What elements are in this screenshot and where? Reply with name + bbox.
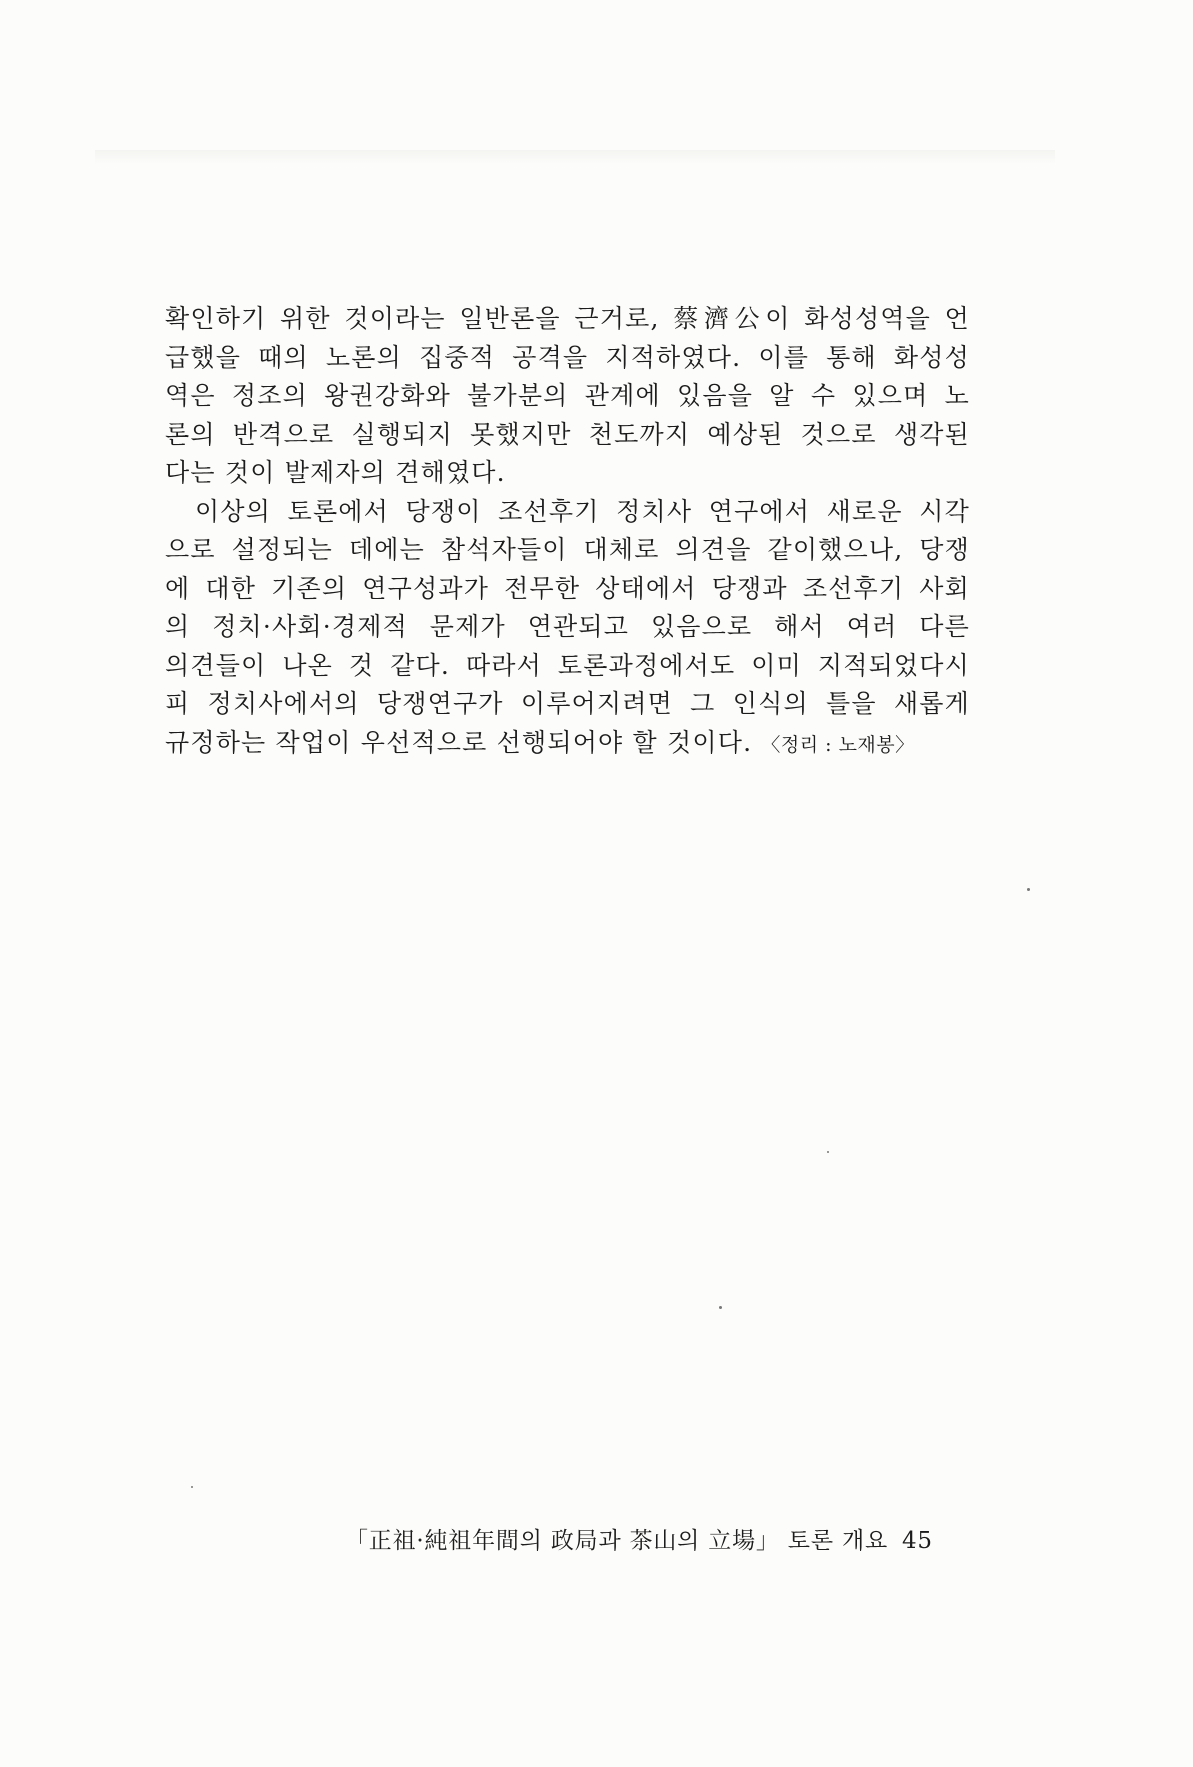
text-line: 으로 설정되는 데에는 참석자들이 대체로 의견을 같이했으나, 당쟁 xyxy=(165,535,970,564)
paragraph-1 xyxy=(165,300,970,493)
text-line: 급했을 때의 노론의 집중적 공격을 지적하였다. 이를 통해 화성성 xyxy=(165,342,970,372)
scan-speck xyxy=(191,1486,193,1488)
text-line: 에 대한 기존의 연구성과가 전무한 상태에서 당쟁과 조선후기 사회 xyxy=(165,573,970,603)
text-line: 피 정치사에서의 당쟁연구가 이루어지려면 그 인식의 틀을 새롭게 xyxy=(165,689,970,718)
scan-speck xyxy=(827,1151,829,1153)
text-line: 확인하기 위한 것이라는 일반론을 근거로, 蔡濟公이 화성성역을 언 xyxy=(165,304,970,333)
body-text xyxy=(165,300,970,762)
text-line: 이상의 토론에서 당쟁이 조선후기 정치사 연구에서 새로운 시각 xyxy=(195,496,970,526)
editor-credit: 〈정리 : 노재봉〉 xyxy=(761,733,915,756)
text-line: 의견들이 나온 것 같다. 따라서 토론과정에서도 이미 지적되었다시 xyxy=(165,650,970,680)
scan-speck xyxy=(719,1306,722,1309)
scan-shadow xyxy=(95,150,1055,164)
text-line-final xyxy=(165,724,970,763)
text-line: 역은 정조의 왕권강화와 불가분의 관계에 있음을 알 수 있으며 노 xyxy=(165,381,970,410)
text-line: 의 정치·사회·경제적 문제가 연관되고 있음으로 해서 여러 다른 xyxy=(165,612,970,641)
text-line: 론의 반격으로 실행되지 못했지만 천도까지 예상된 것으로 생각된 xyxy=(165,419,970,449)
running-footer xyxy=(345,1524,933,1558)
text-line-final-content: 규정하는 작업이 우선적으로 선행되어야 할 것이다. xyxy=(165,727,753,757)
running-title: 「正祖·純祖年間의 政局과 茶山의 立場」 토론 개요 xyxy=(345,1528,888,1554)
text-line: 다는 것이 발제자의 견해였다. xyxy=(165,458,506,487)
page-number: 45 xyxy=(902,1528,933,1554)
paragraph-2 xyxy=(165,493,970,763)
scan-speck xyxy=(1027,888,1030,891)
